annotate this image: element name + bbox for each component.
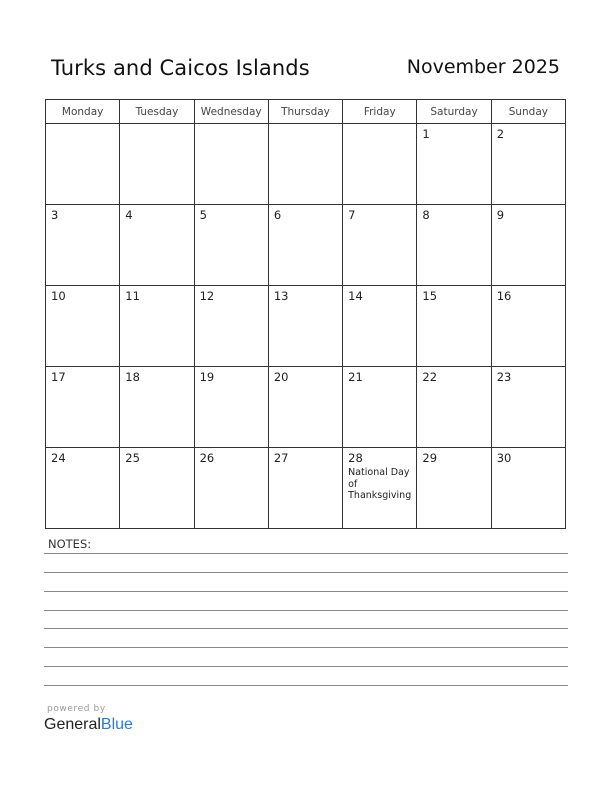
day-number: 29 bbox=[422, 451, 438, 465]
day-number: 10 bbox=[51, 289, 66, 303]
weekday-header: Friday bbox=[343, 100, 417, 124]
day-number: 5 bbox=[199, 208, 207, 222]
week-row bbox=[46, 205, 566, 286]
weekday-header: Saturday bbox=[417, 100, 491, 124]
notes-line bbox=[44, 572, 568, 573]
day-cell bbox=[491, 448, 565, 529]
day-cell bbox=[120, 448, 194, 529]
day-number: 26 bbox=[199, 451, 215, 465]
notes-line bbox=[44, 647, 568, 648]
day-cell bbox=[194, 448, 268, 529]
weekday-header: Monday bbox=[46, 100, 120, 124]
day-number: 4 bbox=[125, 208, 133, 222]
week-row bbox=[46, 367, 566, 448]
day-cell bbox=[268, 124, 342, 205]
day-number: 3 bbox=[51, 208, 59, 222]
day-cell bbox=[46, 124, 120, 205]
day-number: 15 bbox=[422, 289, 438, 303]
day-cell bbox=[194, 205, 268, 286]
day-cell bbox=[343, 448, 417, 529]
day-number: 30 bbox=[496, 451, 512, 465]
day-number: 27 bbox=[273, 451, 289, 465]
notes-line bbox=[44, 666, 568, 667]
notes-line bbox=[44, 591, 568, 592]
day-cell bbox=[417, 124, 491, 205]
day-cell bbox=[268, 286, 342, 367]
day-number: 20 bbox=[273, 370, 289, 384]
weekday-header: Tuesday bbox=[120, 100, 194, 124]
day-cell bbox=[343, 124, 417, 205]
powered-by-text: powered by bbox=[47, 704, 106, 714]
day-number: 19 bbox=[199, 370, 215, 384]
day-number: 18 bbox=[125, 370, 140, 384]
day-number: 12 bbox=[199, 289, 215, 303]
day-cell bbox=[268, 367, 342, 448]
day-number: 13 bbox=[273, 289, 289, 303]
generalblue-logo bbox=[44, 716, 133, 734]
day-cell bbox=[491, 205, 565, 286]
day-cell bbox=[343, 367, 417, 448]
day-number: 9 bbox=[496, 208, 505, 222]
weekday-header: Sunday bbox=[491, 100, 565, 124]
day-number: 24 bbox=[51, 451, 66, 465]
day-cell bbox=[343, 205, 417, 286]
day-number: 25 bbox=[125, 451, 140, 465]
notes-line bbox=[44, 685, 568, 686]
day-cell bbox=[46, 286, 120, 367]
day-cell bbox=[120, 367, 194, 448]
day-cell bbox=[491, 124, 565, 205]
day-number: 6 bbox=[273, 208, 282, 222]
day-number: 22 bbox=[422, 370, 438, 384]
day-cell bbox=[417, 367, 491, 448]
day-number: 21 bbox=[348, 370, 363, 384]
day-number: 16 bbox=[496, 289, 512, 303]
day-number: 2 bbox=[496, 127, 505, 141]
calendar-grid bbox=[45, 99, 566, 529]
day-cell bbox=[120, 124, 194, 205]
day-number: 7 bbox=[348, 208, 356, 222]
day-cell bbox=[491, 367, 565, 448]
holiday-label: National Day of Thanksgiving bbox=[348, 467, 412, 501]
day-number: 28 bbox=[348, 451, 363, 465]
day-cell bbox=[46, 205, 120, 286]
day-cell bbox=[46, 367, 120, 448]
day-cell bbox=[194, 286, 268, 367]
day-number: 23 bbox=[496, 370, 512, 384]
day-cell bbox=[491, 286, 565, 367]
notes-label: NOTES: bbox=[48, 537, 92, 551]
day-number: 14 bbox=[348, 289, 363, 303]
brand-general: General bbox=[44, 716, 101, 733]
day-number: 17 bbox=[51, 370, 66, 384]
week-row bbox=[46, 124, 566, 205]
day-cell bbox=[120, 205, 194, 286]
day-cell bbox=[417, 205, 491, 286]
day-cell bbox=[343, 286, 417, 367]
notes-line bbox=[44, 628, 568, 629]
day-cell bbox=[417, 448, 491, 529]
notes-line bbox=[44, 553, 568, 554]
day-cell bbox=[417, 286, 491, 367]
day-cell bbox=[268, 448, 342, 529]
week-row bbox=[46, 286, 566, 367]
day-number: 1 bbox=[422, 127, 430, 141]
calendar-month-title: November 2025 bbox=[406, 56, 560, 78]
day-cell bbox=[120, 286, 194, 367]
day-number: 11 bbox=[125, 289, 140, 303]
weekday-header: Thursday bbox=[268, 100, 342, 124]
day-cell bbox=[194, 124, 268, 205]
day-cell bbox=[194, 367, 268, 448]
brand-blue: Blue bbox=[100, 716, 133, 733]
weekday-header-row bbox=[46, 100, 566, 124]
calendar-country-title: Turks and Caicos Islands bbox=[51, 56, 310, 80]
day-cell bbox=[46, 448, 120, 529]
notes-line bbox=[44, 610, 568, 611]
day-cell bbox=[268, 205, 342, 286]
day-number: 8 bbox=[422, 208, 430, 222]
weekday-header: Wednesday bbox=[194, 100, 268, 124]
week-row bbox=[46, 448, 566, 529]
